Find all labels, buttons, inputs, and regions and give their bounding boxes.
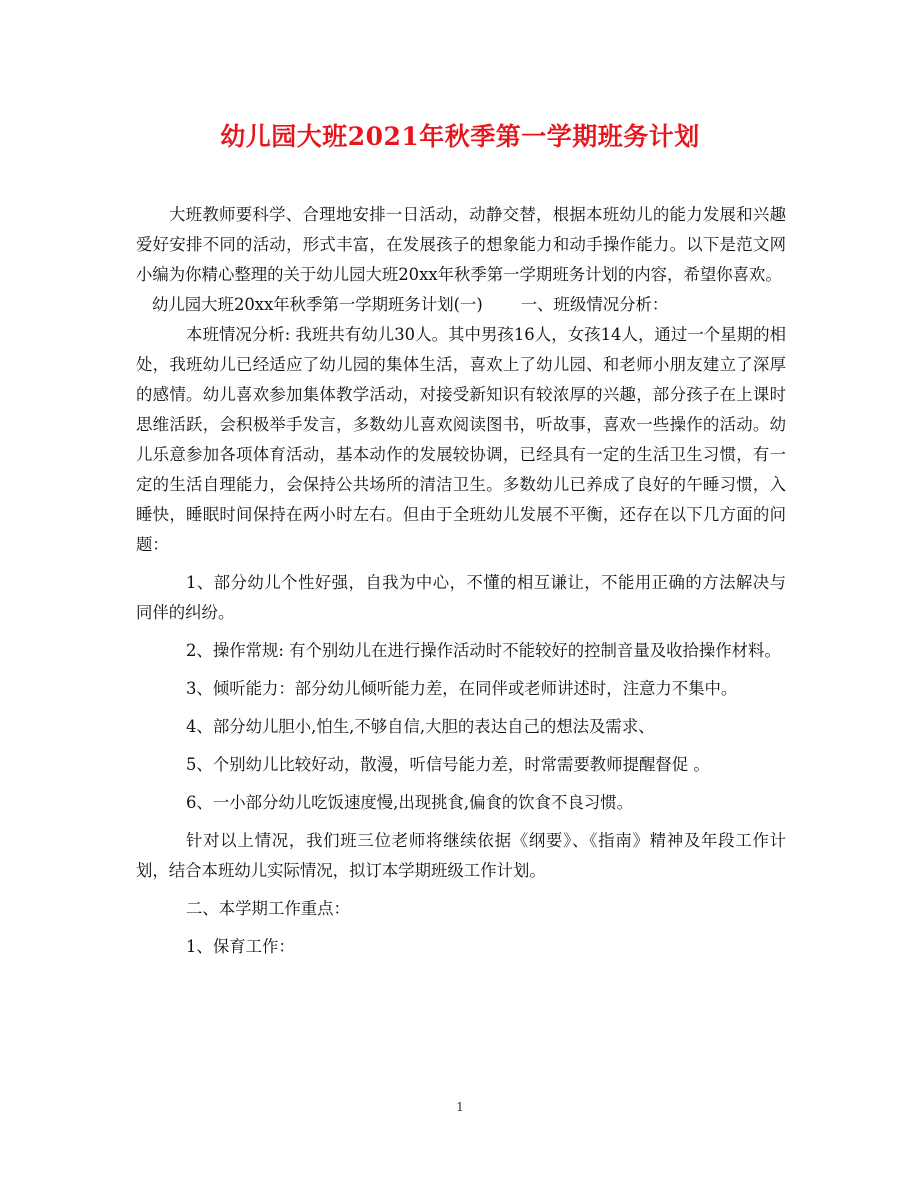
issue-item-6: 6、一小部分幼儿吃饭速度慢,出现挑食,偏食的饮食不良习惯。: [186, 793, 634, 812]
issue-item-1: 1、部分幼儿个性好强，自我为中心，不懂的相互谦让，不能用正确的方法解决与同伴的纠纷。: [136, 573, 786, 622]
page-number: 1: [456, 1100, 464, 1114]
subsection-heading-care-work: 1、保育工作：: [186, 937, 295, 956]
document-title: 幼儿园大班2021年秋季第一学期班务计划: [220, 122, 700, 151]
intro-paragraph: 大班教师要科学、合理地安排一日活动，动静交替，根据本班幼儿的能力发展和兴趣爱好安排不同的活动，形式丰富，在发展孩子的想象能力和动手操作能力。以下是范文网小编为你精心整理的关于幼儿园大班20xx年秋季第一学期班务计划的内容，希望你喜欢。: [136, 205, 786, 284]
plan-intro-paragraph: 针对以上情况，我们班三位老师将继续依据《纲要》、《指南》精神及年段工作计划，结合本班幼儿实际情况，拟订本学期班级工作计划。: [136, 831, 786, 880]
issue-item-5: 5、个别幼儿比较好动，散漫，听信号能力差，时常需要教师提醒督促 。: [186, 755, 710, 774]
issue-item-2: 2、操作常规: 有个别幼儿在进行操作活动时不能较好的控制音量及收拾操作材料。: [186, 641, 781, 660]
class-analysis-paragraph: 本班情况分析: 我班共有幼儿30人。其中男孩16人，女孩14人，通过一个星期的相处，我班幼儿已经适应了幼儿园的集体生活，喜欢上了幼儿园、和老师小朋友建立了深厚的感情。幼儿喜欢参加集体教学活动，对接受新知识有较浓厚的兴趣，部分孩子在上课时思维活跃，会积极举手发言，多数幼儿喜欢阅读图书，听故事，喜欢一些操作的活动。幼儿乐意参加各项体育活动，基本动作的发展较协调，已经具有一定的生活卫生习惯，有一定的生活自理能力，会保持公共场所的清洁卫生。多数幼儿已养成了良好的午睡习惯，入睡快，睡眠时间保持在两小时左右。但由于全班幼儿发展不平衡，还存在以下几方面的问题：: [136, 325, 786, 554]
document-body: [136, 200, 786, 962]
plan-subtitle-line: 幼儿园大班20xx年秋季第一学期班务计划(一) 一、班级情况分析：: [152, 295, 669, 314]
issue-item-4: 4、部分幼儿胆小,怕生,不够自信,大胆的表达自己的想法及需求、: [186, 717, 655, 736]
issue-item-3: 3、倾听能力：部分幼儿倾听能力差，在同伴或老师讲述时，注意力不集中。: [186, 679, 738, 698]
section-heading-work-focus: 二、本学期工作重点：: [186, 899, 350, 918]
